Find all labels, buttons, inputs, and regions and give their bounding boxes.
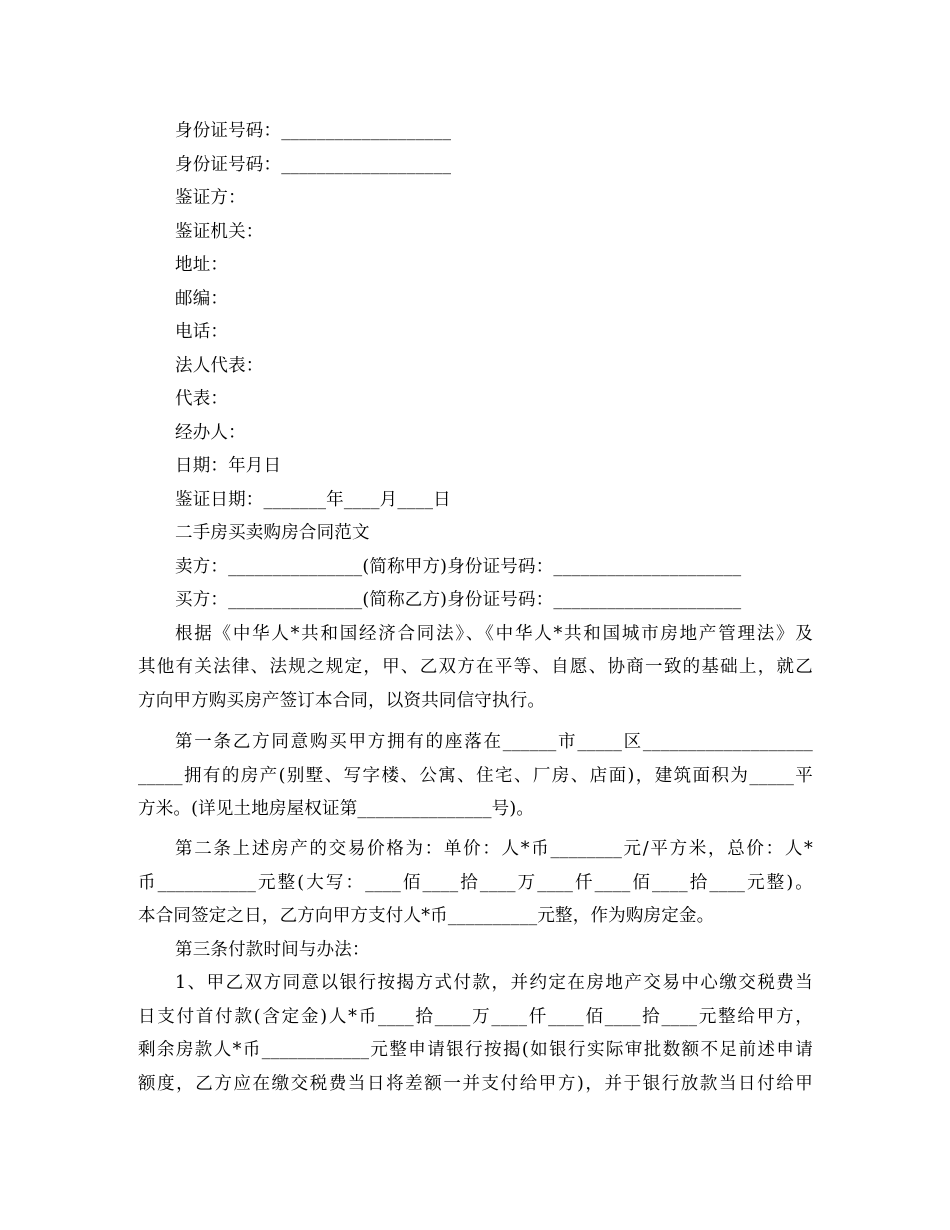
verification-date-line: 鉴证日期：_______年____月____日: [175, 490, 451, 510]
article-1-line-1: 第一条乙方同意购买甲方拥有的座落在______市_____区___________________: [175, 732, 813, 752]
clause-1-line-4: 额度，乙方应在缴交税费当日将差额一并支付给甲方)，并于银行放款当日付给甲: [138, 1074, 813, 1094]
preamble-line-2: 其他有关法律、法规之规定，甲、乙双方在平等、自愿、协商一致的基础上，就乙: [138, 657, 813, 677]
article-3-heading: 第三条付款时间与办法：: [175, 940, 370, 960]
date-label: 日期：年月日: [175, 456, 282, 476]
article-2-line-2: 币___________元整(大写：____佰____拾____万____仟____佰____拾____元整)。: [138, 873, 813, 893]
handler-label: 经办人：: [175, 423, 246, 443]
address-label: 地址：: [175, 255, 229, 275]
id-number-line-2: 身份证号码：___________________: [175, 155, 452, 175]
article-1-line-2: _____拥有的房产(别墅、写字楼、公寓、住宅、厂房、店面)，建筑面积为_____平: [138, 766, 813, 786]
verifier-label: 鉴证方：: [175, 188, 246, 208]
clause-1-line-2: 日支付首付款(含定金)人*币____拾____万____仟____佰____拾____元整给甲方，: [138, 1007, 813, 1027]
verifying-authority-label: 鉴证机关：: [175, 222, 264, 242]
article-2-line-1: 第二条上述房产的交易价格为：单价：人*币________元/平方米，总价：人*: [175, 839, 813, 859]
legal-representative-label: 法人代表：: [175, 356, 264, 376]
article-2-line-3: 本合同签定之日，乙方向甲方支付人*币__________元整，作为购房定金。: [138, 906, 715, 926]
article-1-line-3: 方米。(详见土地房屋权证第_______________号)。: [138, 799, 535, 819]
buyer-line: 买方：_______________(简称乙方)身份证号码：_____________________: [175, 590, 742, 610]
preamble-line-3: 方向甲方购买房产签订本合同，以资共同信守执行。: [138, 691, 546, 711]
clause-1-line-1: 1、甲乙双方同意以银行按揭方式付款，并约定在房地产交易中心缴交税费当: [175, 973, 813, 993]
preamble-line-1: 根据《中华人*共和国经济合同法》、《中华人*共和国城市房地产管理法》及: [175, 624, 813, 644]
phone-label: 电话：: [175, 322, 229, 342]
representative-label: 代表：: [175, 389, 229, 409]
id-number-line-1: 身份证号码：___________________: [175, 121, 452, 141]
postcode-label: 邮编：: [175, 289, 229, 309]
document-title: 二手房买卖购房合同范文: [175, 523, 370, 543]
seller-line: 卖方：_______________(简称甲方)身份证号码：_____________________: [175, 557, 742, 577]
clause-1-line-3: 剩余房款人*币____________元整申请银行按揭(如银行实际审批数额不足前述申请: [138, 1040, 813, 1060]
